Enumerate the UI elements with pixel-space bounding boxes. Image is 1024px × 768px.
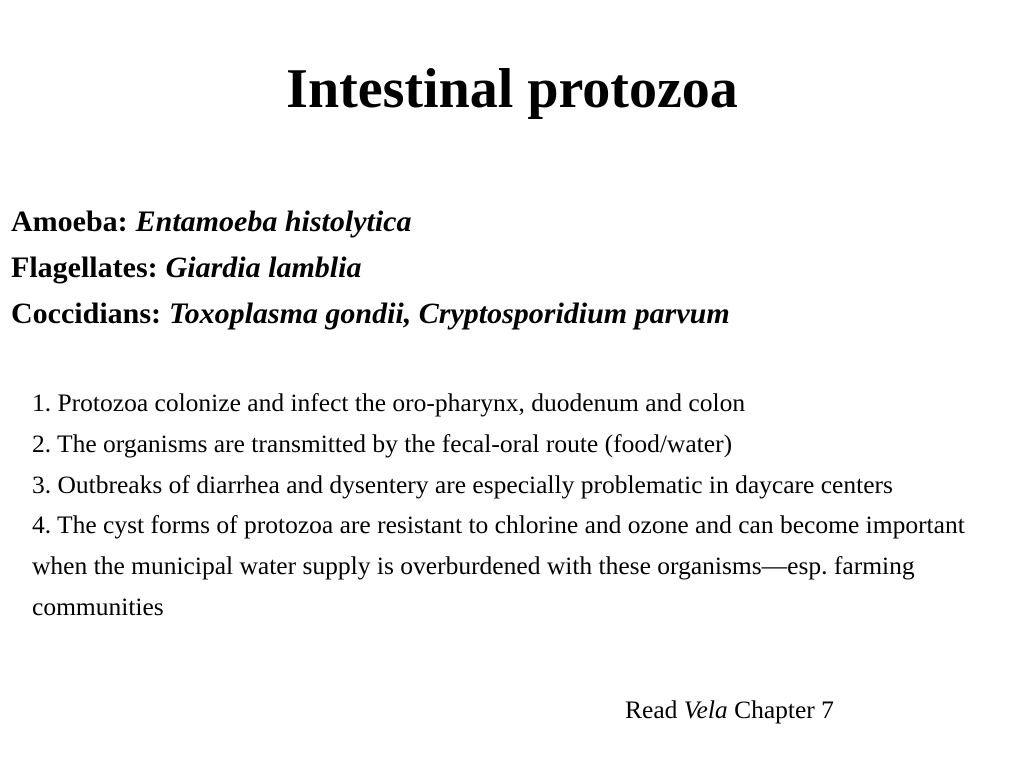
class-row-amoeba [11,199,1011,245]
class-label: Flagellates: [11,251,158,284]
protozoa-classes-list [11,199,1011,337]
reading-assignment [625,690,834,730]
class-species: Toxoplasma gondii, Cryptosporidium parvum [169,297,730,330]
point-2: 2. The organisms are transmitted by the fecal-oral route (food/water) [32,428,733,458]
class-species: Entamoeba histolytica [135,205,412,238]
reading-book-title: Vela [683,695,728,724]
class-species: Giardia lamblia [165,251,362,284]
point-3: 3. Outbreaks of diarrhea and dysentery are especially problematic in daycare centers [32,469,893,499]
class-row-coccidians [11,291,1011,337]
class-label: Coccidians: [11,297,161,330]
reading-prefix: Read [625,695,678,724]
class-label: Amoeba: [11,205,128,238]
slide-title: Intestinal protozoa [286,58,738,120]
class-row-flagellates [11,245,1011,291]
point-4: 4. The cyst forms of protozoa are resistant to chlorine and ozone and can become important when the municipal water supply is overburdened with these organisms—esp. farming communities [32,510,965,621]
numbered-points-list [32,383,1007,628]
point-1: 1. Protozoa colonize and infect the oro-pharynx, duodenum and colon [32,388,746,417]
reading-chapter: Chapter 7 [734,695,834,724]
